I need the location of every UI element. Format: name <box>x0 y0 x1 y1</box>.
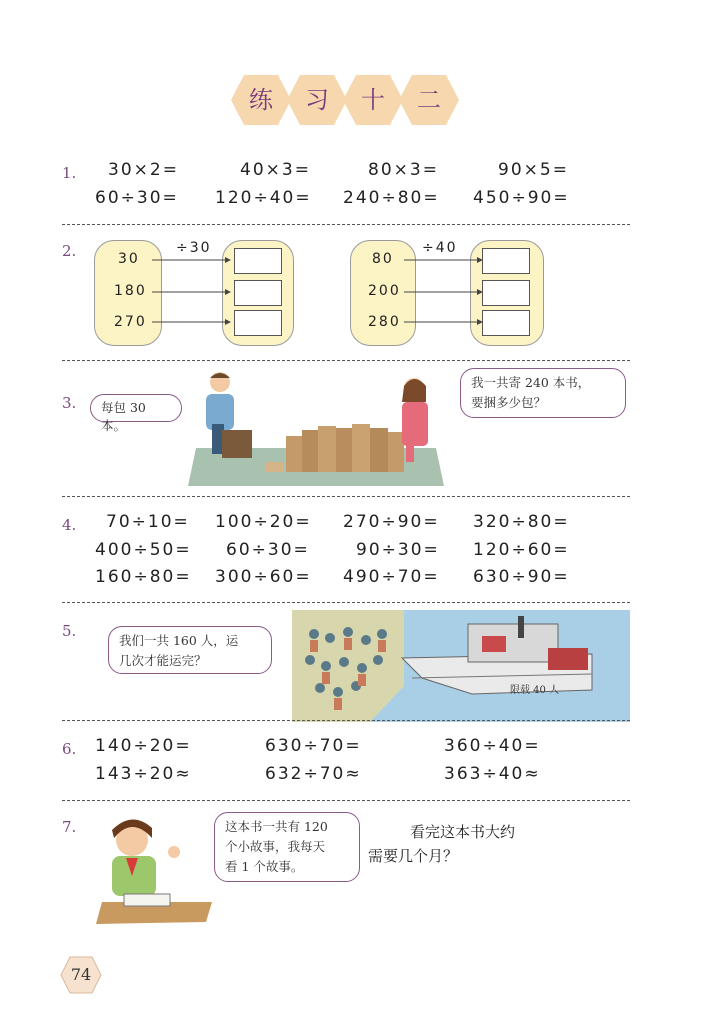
speech-bubble <box>460 368 626 418</box>
illustration-boat-scene <box>292 610 630 722</box>
divider <box>62 602 630 603</box>
divider <box>62 720 630 721</box>
equation: 270÷90= <box>343 512 440 532</box>
question-number: 3. <box>62 394 77 412</box>
page-number <box>60 956 102 994</box>
equation: 70÷10= <box>106 512 190 532</box>
title-hex <box>286 74 348 126</box>
equation: 240÷80= <box>343 188 440 208</box>
equation: 90÷30= <box>356 540 440 560</box>
title-char: 练 <box>249 86 273 114</box>
question-number: 1. <box>62 164 77 182</box>
arrows <box>402 250 488 330</box>
bubble-text: 我们一共 160 人，运 <box>119 633 239 648</box>
divider <box>62 800 630 801</box>
equation: 30×2= <box>108 160 179 180</box>
equation: 120÷60= <box>473 540 570 560</box>
equation: 630÷90= <box>473 567 570 587</box>
equation: 360÷40= <box>444 736 541 756</box>
title-hex <box>230 74 292 126</box>
bubble-text: 我一共寄 240 本书， <box>471 375 591 390</box>
boat-capacity-label: 限载 40 人 <box>510 685 560 696</box>
speech-bubble <box>90 394 182 433</box>
question-number: 7. <box>62 818 77 836</box>
divider <box>62 360 630 361</box>
title-hex <box>342 74 404 126</box>
illustration-girl-reading <box>96 816 216 934</box>
equation: 490÷70= <box>343 567 440 587</box>
equation: 120÷40= <box>215 188 312 208</box>
equation: 100÷20= <box>215 512 312 532</box>
equation: 60÷30= <box>95 188 179 208</box>
illustration-books-scene <box>186 368 446 490</box>
question-text: 需要几个月？ <box>368 847 459 865</box>
equation: 160÷80= <box>95 567 192 587</box>
equation: 140÷20= <box>95 736 192 756</box>
question-number: 6. <box>62 740 77 758</box>
equation: 90×5= <box>498 160 569 180</box>
input-value: 80 <box>372 251 394 267</box>
question-number: 4. <box>62 516 77 534</box>
bubble-text: 几次才能运完？ <box>119 653 207 668</box>
input-value: 280 <box>368 314 401 330</box>
speech-bubble <box>214 812 360 882</box>
equation: 60÷30= <box>226 540 310 560</box>
input-value: 200 <box>368 283 401 299</box>
bubble-text: 这本书一共有 120 <box>225 819 328 834</box>
input-value: 270 <box>114 314 147 330</box>
title-char: 二 <box>417 86 441 114</box>
bubble-text: 个小故事，我每天 <box>225 839 326 854</box>
answer-box[interactable] <box>482 280 530 306</box>
bubble-text: 要捆多少包？ <box>471 395 547 410</box>
speech-bubble <box>108 626 272 674</box>
question-text: 看完这本书大约 <box>410 823 516 841</box>
input-value: 30 <box>118 251 140 267</box>
operation-label: ÷40 <box>422 240 458 256</box>
page-number-text: 74 <box>70 965 92 984</box>
equation: 363÷40≈ <box>444 764 541 784</box>
equation: 80×3= <box>368 160 439 180</box>
title-char: 十 <box>361 86 385 114</box>
divider <box>62 224 630 225</box>
equation: 40×3= <box>240 160 311 180</box>
equation: 630÷70= <box>265 736 362 756</box>
question-number: 2. <box>62 242 77 260</box>
page-title <box>230 74 462 126</box>
equation: 320÷80= <box>473 512 570 532</box>
title-hex <box>398 74 460 126</box>
divider <box>62 496 630 497</box>
answer-box[interactable] <box>234 280 282 306</box>
answer-box[interactable] <box>482 310 530 336</box>
operation-label: ÷30 <box>176 240 212 256</box>
equation: 450÷90= <box>473 188 570 208</box>
question-number: 5. <box>62 622 77 640</box>
answer-box[interactable] <box>482 248 530 274</box>
bubble-text: 看 1 个故事。 <box>225 859 304 874</box>
input-value: 180 <box>114 283 147 299</box>
answer-box[interactable] <box>234 248 282 274</box>
bubble-text: 每包 30 本。 <box>101 400 146 433</box>
equation: 400÷50= <box>95 540 192 560</box>
equation: 143÷20≈ <box>95 764 192 784</box>
arrows <box>150 250 236 330</box>
answer-box[interactable] <box>234 310 282 336</box>
title-char: 习 <box>305 86 329 114</box>
equation: 632÷70≈ <box>265 764 362 784</box>
equation: 300÷60= <box>215 567 312 587</box>
